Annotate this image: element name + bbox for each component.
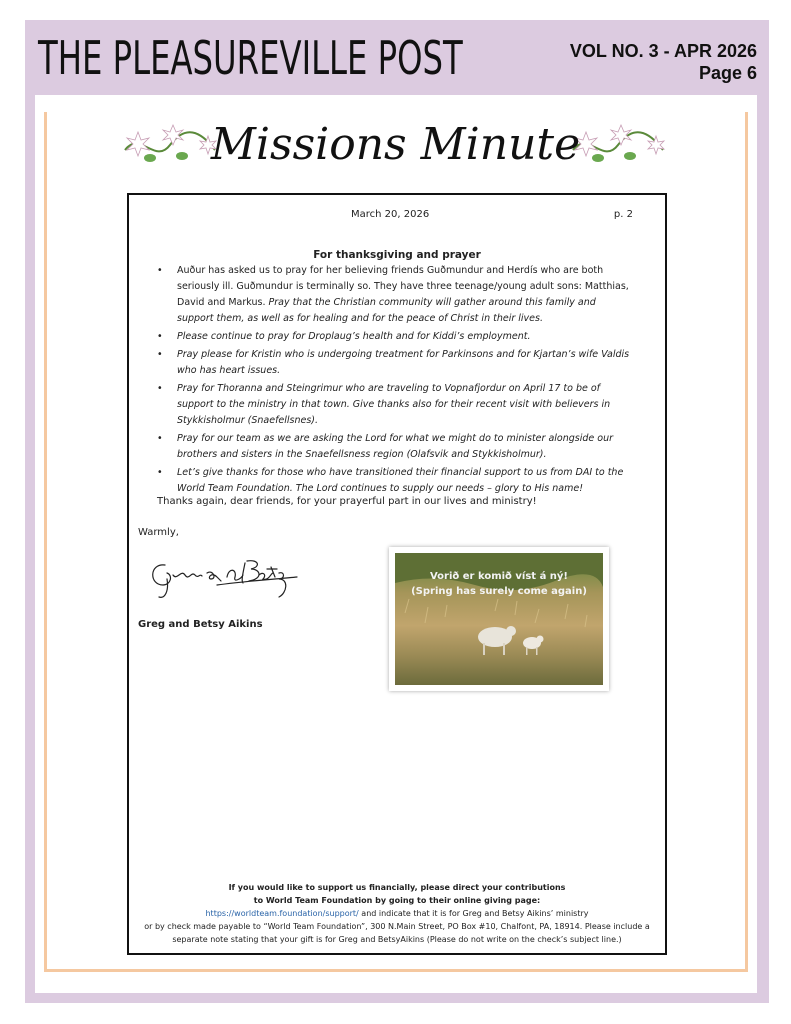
signer-name: Greg and Betsy Aikins (138, 619, 263, 630)
footer-line: separate note stating that your gift is for Greg and BetsyAikins (Please do not write on the check’s subject line.) (172, 935, 622, 944)
prayer-heading: For thanksgiving and prayer (313, 249, 481, 261)
list-item (177, 263, 635, 327)
footer-line: If you would like to support us financially, please direct your contributions (228, 883, 566, 892)
giving-page-link[interactable]: https://worldteam.foundation/support/ (205, 909, 359, 918)
list-item (177, 381, 635, 429)
list-item (177, 329, 635, 345)
list-item-italic-text: Pray please for Kristin who is undergoing treatment for Parkinsons and for Kjartan’s wife Valdis who has heart issues. (177, 349, 630, 376)
list-item (177, 347, 635, 379)
photo-caption-english: (Spring has surely come again) (411, 586, 587, 597)
list-item-italic-text: Please continue to pray for Droplaug’s health and for Kiddi’s employment. (177, 331, 531, 342)
donation-footer (129, 881, 665, 946)
prayer-list (147, 263, 635, 499)
section-title: Missions Minute (210, 119, 581, 170)
list-item-italic-text: Pray for our team as we are asking the Lord for what we might do to minister alongside our brothers and sisters in the Snaefellsness region (Olafsvik and Stykkisholmur). (177, 433, 614, 460)
footer-line: or by check made payable to “World Team Foundation”, 300 N.Main Street, PO Box #10, Chalfont, PA, 18914. Please include a (144, 922, 650, 931)
list-item (177, 431, 635, 463)
letter-date: March 20, 2026 (351, 209, 430, 220)
footer-line (129, 907, 665, 920)
photo-caption (395, 569, 603, 599)
list-item-italic-text: Let’s give thanks for those who have transitioned their financial support to us from DAI to the World Team Foundation. The Lord continues to supply our needs – glory to His name! (177, 467, 624, 494)
volume-label: VOL NO. 3 - APR 2026 (569, 41, 757, 61)
letter-page-number: p. 2 (613, 209, 633, 220)
list-item (177, 465, 635, 497)
newsletter-title: THE PLEASUREVILLE POST (38, 31, 463, 85)
list-item-italic-text: Pray that the Christian community will gather around this family and support them, as well as for healing and for the peace of Christ in their lives. (177, 297, 596, 324)
photo-caption-icelandic: Vorið er komið víst á ný! (429, 571, 568, 582)
closing-text: Warmly, (138, 527, 179, 538)
issue-info (570, 40, 757, 84)
letter-page (127, 193, 667, 955)
spring-photo (389, 547, 609, 691)
handwritten-signature-icon (147, 555, 307, 601)
thanks-text: Thanks again, dear friends, for your prayerful part in our lives and ministry! (157, 496, 537, 507)
footer-line-text: and indicate that it is for Greg and Betsy Aikins’ ministry (358, 909, 589, 918)
list-item-text: Auður has asked us to pray for her believing friends Guðmundur and Herdís who are both seriously ill. Guðmundur is terminally so. They have three teenage/young adult sons: Matthias, David and Markus. (177, 265, 629, 308)
page-label: Page 6 (698, 63, 757, 83)
photo-image (395, 553, 603, 685)
footer-line: to World Team Foundation by going to their online giving page: (253, 896, 541, 905)
list-item-italic-text: Pray for Thoranna and Steingrimur who are traveling to Vopnafjordur on April 17 to be of support to the ministry in that town. Give thanks also for their recent visit with believers in Stykkisholmur (Snaefellsnes). (177, 383, 611, 426)
